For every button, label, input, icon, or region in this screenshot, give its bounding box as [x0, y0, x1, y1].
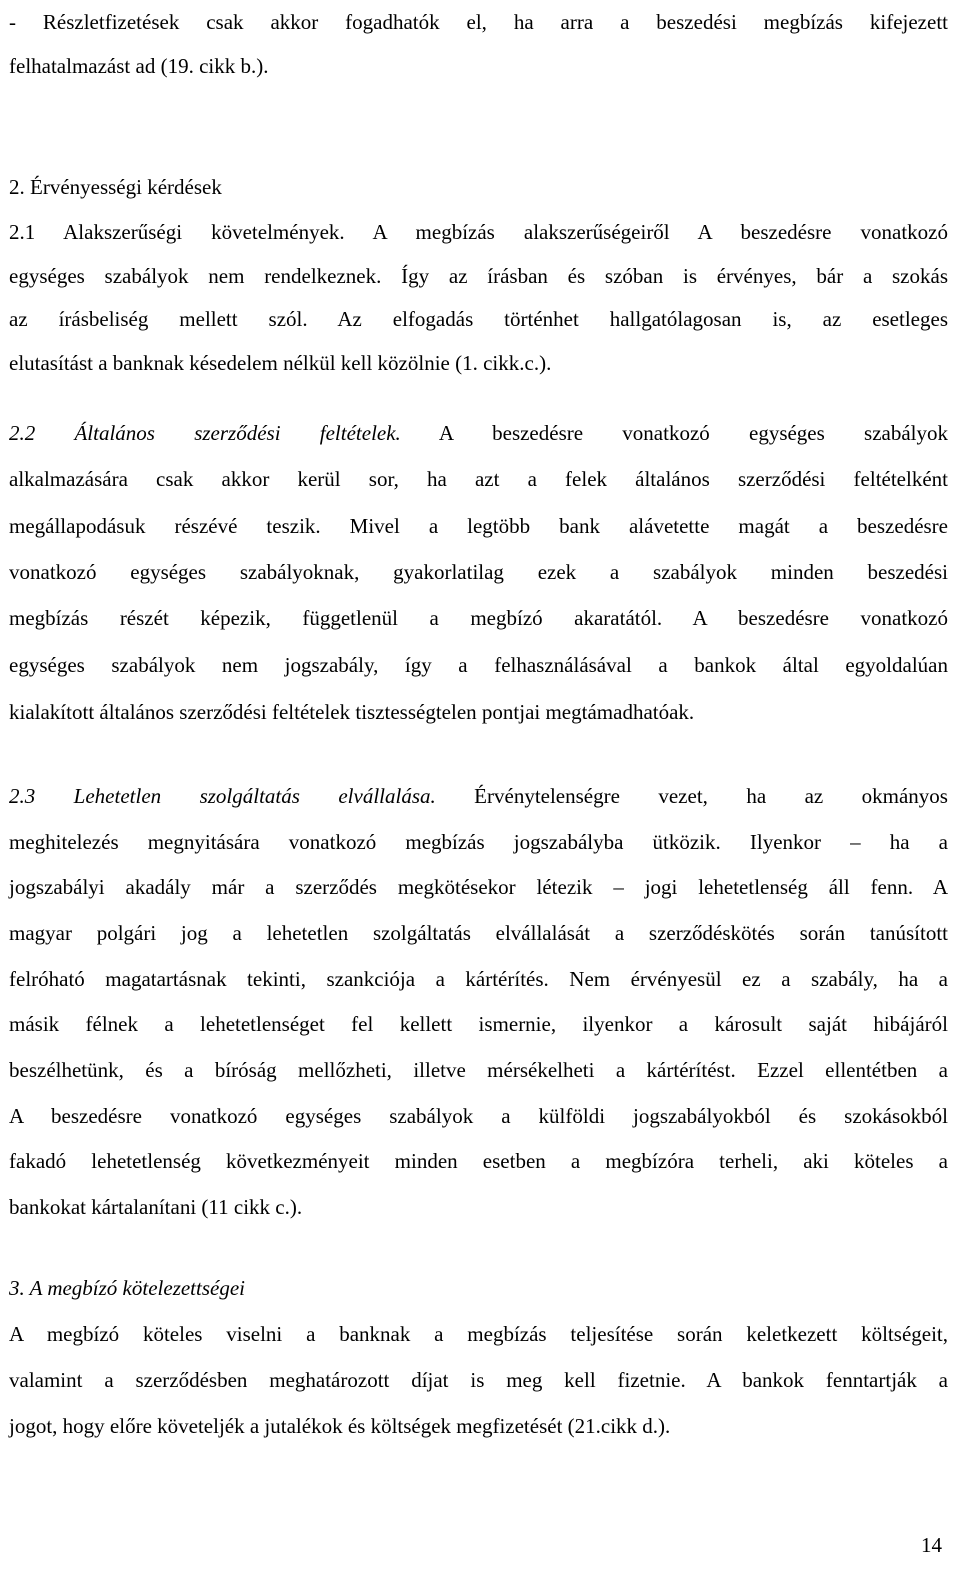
section-2-3-line-2: meghitelezés megnyitására vonatkozó megbízás jogszabályba ütközik. Ilyenkor – ha a	[9, 830, 948, 854]
section-2-1-line-2: egységes szabályok nem rendelkeznek. Így az írásban és szóban is érvényes, bár a szokás	[9, 264, 948, 288]
section-2-3-line-4: magyar polgári jog a lehetetlen szolgáltatás elvállalását a szerződéskötés során tanúsított	[9, 921, 948, 945]
section-2-3-line-5: felróható magatartásnak tekinti, szankciója a kártérítés. Nem érvényesül ez a szabály, ha a	[9, 967, 948, 991]
section-2-heading: 2. Érvényességi kérdések	[9, 175, 222, 199]
section-3-line-3: jogot, hogy előre követeljék a jutalékok és költségek megfizetését (21.cikk d.).	[9, 1414, 671, 1438]
section-3-line-2: valamint a szerződésben meghatározott díjat is meg kell fizetnie. A bankok fenntartják a	[9, 1368, 948, 1392]
section-2-3-line-8: A beszedésre vonatkozó egységes szabályok a külföldi jogszabályokból és szokásokból	[9, 1104, 948, 1128]
section-2-2-line-7: kialakított általános szerződési feltételek tisztességtelen pontjai megtámadhatóak.	[9, 700, 695, 724]
section-2-3-title: 2.3 Lehetetlen szolgáltatás elvállalása.	[9, 784, 436, 808]
section-2-3-line-10: bankokat kártalanítani (11 cikk c.).	[9, 1195, 303, 1219]
section-2-2-line-1	[9, 413, 948, 453]
intro-line-2: felhatalmazást ad (19. cikk b.).	[9, 54, 269, 78]
section-2-1-line-3: az írásbeliség mellett szól. Az elfogadás történhet hallgatólagosan is, az esetleges	[9, 307, 948, 331]
section-2-2-line-4: vonatkozó egységes szabályoknak, gyakorlatilag ezek a szabályok minden beszedési	[9, 560, 948, 584]
section-3-line-1: A megbízó köteles viselni a banknak a megbízás teljesítése során keletkezett költségeit,	[9, 1322, 948, 1346]
intro-line-1: - Részletfizetések csak akkor fogadhatók el, ha arra a beszedési megbízás kifejezett	[9, 10, 948, 34]
section-2-1-line-1: 2.1 Alakszerűségi követelmények. A megbízás alakszerűségeiről A beszedésre vonatkozó	[9, 220, 948, 244]
section-2-2-line-1-text: A beszedésre vonatkozó egységes szabályok	[400, 421, 948, 445]
section-2-3-line-1-text: Érvénytelenségre vezet, ha az okmányos	[435, 784, 948, 808]
section-2-2-line-2: alkalmazására csak akkor kerül sor, ha azt a felek általános szerződési feltételként	[9, 467, 948, 491]
section-2-3-line-1	[9, 776, 948, 816]
section-2-2-line-3: megállapodásuk részévé teszik. Mivel a legtöbb bank alávetette magát a beszedésre	[9, 514, 948, 538]
section-3-heading: 3. A megbízó kötelezettségei	[9, 1276, 246, 1300]
section-2-1-line-4: elutasítást a banknak késedelem nélkül kell közölnie (1. cikk.c.).	[9, 351, 552, 375]
section-2-2-line-5: megbízás részét képezik, függetlenül a megbízó akaratától. A beszedésre vonatkozó	[9, 606, 948, 630]
section-2-2-title: 2.2 Általános szerződési feltételek.	[9, 421, 401, 445]
section-2-3-line-9: fakadó lehetetlenség következményeit minden esetben a megbízóra terheli, aki köteles a	[9, 1149, 948, 1173]
section-2-2-line-6: egységes szabályok nem jogszabály, így a felhasználásával a bankok által egyoldalúan	[9, 653, 948, 677]
section-2-3-line-7: beszélhetünk, és a bíróság mellőzheti, illetve mérsékelheti a kártérítést. Ezzel ellentétben a	[9, 1058, 948, 1082]
section-2-3-line-3: jogszabályi akadály már a szerződés megkötésekor létezik – jogi lehetetlenség áll fenn. A	[9, 875, 948, 899]
section-2-3-line-6: másik félnek a lehetetlenséget fel kellett ismernie, ilyenkor a károsult saját hibájáról	[9, 1012, 948, 1036]
page-number: 14	[921, 1533, 942, 1557]
